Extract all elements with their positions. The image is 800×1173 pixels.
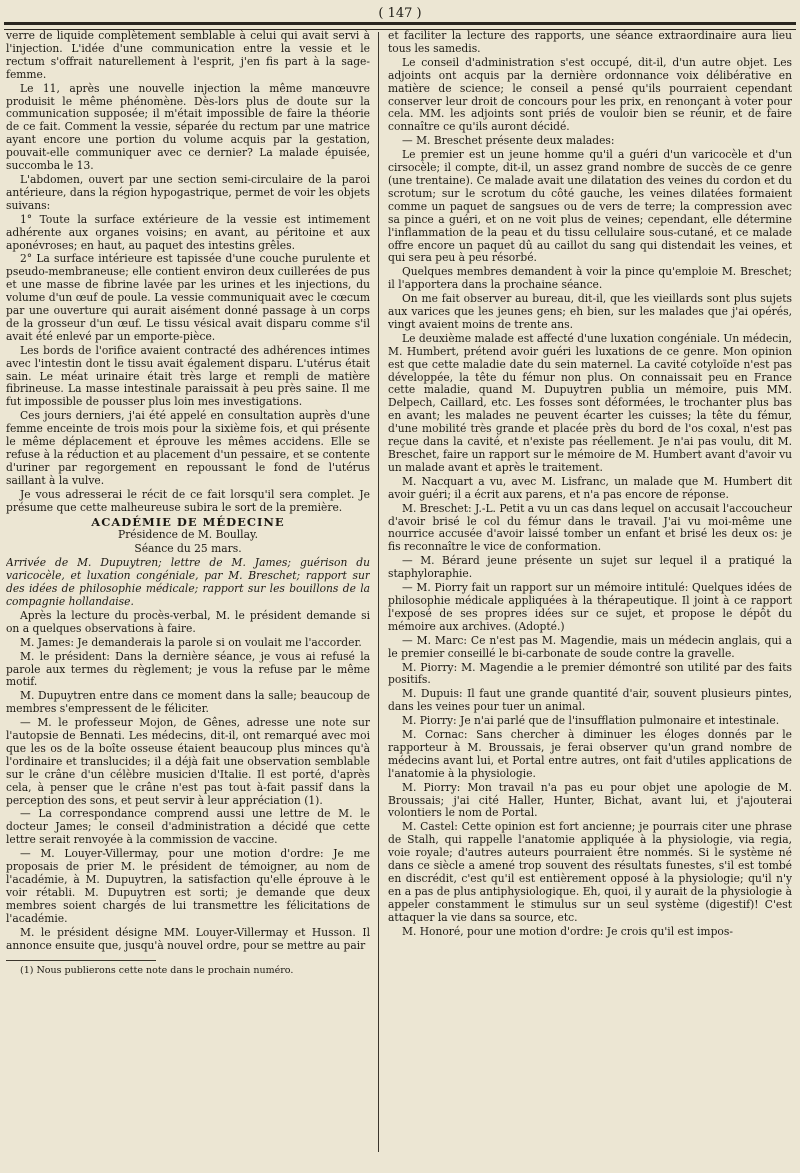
right-paragraph: M. Breschet: J.-L. Petit a vu un cas dans lequel on accusait l'accoucheur d'avoir brisé le col du fémur dans le travail. J'ai vu moi-même une nourrice accusée d'avoir laissé tomber un enfant et brisé les deux os: je fis reconnaître le vice de conformation. [388,501,792,554]
academy-paragraph: — M. Louyer-Villermay, pour une motion d'ordre: Je me proposais de prier M. le président de témoigner, au nom de l'académie, à M. Dupuytren, la satisfaction qu'elle éprouve à le voir rétabli. M. Dupuytren est sorti; je demande que deux membres soient chargés de lui transmettre les félicitations de l'académie. [6,847,370,925]
seance-date: Séance du 25 mars. [134,542,242,556]
column-divider [378,32,379,1152]
right-paragraph: Le conseil d'administration s'est occupé, dit-il, d'un autre objet. Les adjoints ont acquis par la dernière ordonnance voix délibérative en matière de science; le conseil a pensé qu'ils pourraient cependant conserver leur droit de concours pour les prix, en renonçant à voter pour cela. MM. les adjoints sont priés de vouloir bien se réunir, et de faire connaître ce qu'ils auront décidé. [388,55,792,134]
left-paragraph: L'abdomen, ouvert par une section semi-circulaire de la paroi antérieure, dans la région hypogastrique, permet de voir les objets suivans: [6,172,370,212]
left-paragraph: Je vous adresserai le récit de ce fait lorsqu'il sera complet. Je présume que cette malheureuse subira le sort de la première. [6,487,370,514]
left-column [6,30,370,1160]
right-paragraph: — M. Bérard jeune présente un sujet sur lequel il a pratiqué la staphyloraphie. [388,554,792,581]
right-column [388,30,792,1160]
academy-paragraph: — M. le professeur Mojon, de Gênes, adresse une note sur l'autopsie de Bennati. Les médecins, dit-il, ont remarqué avec moi que les os de la boîte osseuse étaient beaucoup plus minces qu'à l'ordinaire et translucides; il a déjà fait une observation semblable sur le crâne d'un célèbre musicien d'Italie. Il est porté, d'après cela, à penser que le crâne n'est pas tout à-fait passif dans la perception des sons, et peut servir à leur appréciation (1). [6,716,370,807]
academy-paragraph: M. Dupuytren entre dans ce moment dans la salle; beaucoup de membres s'empressent de le féliciter. [6,689,370,716]
right-paragraph: Quelques membres demandent à voir la pince qu'emploie M. Breschet; il l'apportera dans la prochaine séance. [388,265,792,292]
right-paragraph: M. Honoré, pour une motion d'ordre: Je crois qu'il est impos- [402,924,733,938]
right-paragraph: — M. Breschet présente deux malades: [402,134,615,148]
footnote-rule [6,960,156,961]
academy-paragraph: Après la lecture du procès-verbal, M. le président demande si on a quelques observations à faire. [6,608,370,635]
presidence-line: Présidence de M. Boullay. [118,528,258,542]
page-number: ( 147 ) [378,6,422,21]
right-paragraph: — M. Piorry fait un rapport sur un mémoire intitulé: Quelques idées de philosophie médicale appliquées à la thérapeutique. Il joint à ce rapport l'exposé de ses propres idées sur ce sujet, et propose le dépôt du mémoire aux archives. (Adopté.) [388,581,792,633]
left-paragraph: Le 11, après une nouvelle injection la même manœuvre produisit le même phénomène. Dès-lors plus de doute sur la communication supposée; il m'était impossible de faire la théorie de ce fait. Comment la vessie, séparée du rectum par une matrice ayant encore une portion du volume acquis par la gestation, pouvait-elle communiquer avec ce dernier? La malade épuisée, succomba le 13. [6,81,370,173]
right-paragraph: M. Castel: Cette opinion est fort ancienne; je pourrais citer une phrase de Stalh, qui rappelle l'anatomie appliquée à la physiologie, via regia, voie royale; d'autres auteurs pourraient être nommés. Si le système né dans ce siècle a amené trop souvent des résultats funestes, s'il est tombé en discrédit, c'est qu'il est entièrement opposé à la physiologie; qu'il n'y en a pas de plus antiphysiologique. Eh, quoi, il y aurait de la physiologie à appeler constamment le stimulus sur un seul système (digestif)! C'est attaquer la vie dans sa source, etc. [388,820,792,924]
right-paragraph: et faciliter la lecture des rapports, une séance extraordinaire aura lieu tous les samedis. [388,30,792,55]
header-rule [4,22,796,30]
section-heading: ACADÉMIE DE MÉDECINE [91,514,285,529]
right-paragraph: M. Dupuis: Il faut une grande quantité d'air, souvent plusieurs pintes, dans les veines pour tuer un animal. [388,687,792,714]
right-paragraph: Le deuxième malade est affecté d'une luxation congéniale. Un médecin, M. Humbert, prétend avoir guéri les luxations de ce genre. Mon opinion est que cette maladie date du sein maternel. La cavité cotyloïde n'est pas développée, la tête du fémur non plus. On connaissait peu en France cette maladie, quand M. Dupuytren publia un mémoire, puis MM. Delpech, Caillard, etc. Les fosses sont déformées, le trochanter plus bas en avant; les malades ne peuvent écarter les cuisses; la tête du fémur, d'une mobilité très grande et placée près du bord de l'os coxal, n'est pas reçue dans la cavité, et n'existe pas réellement. Je n'ai pas voulu, dit M. Breschet, faire un rapport sur le mémoire de M. Humbert avant d'avoir vu un malade avant et après le traitement. [388,331,792,474]
right-paragraph: Le premier est un jeune homme qu'il a guéri d'un varicocèle et d'un cirsocèle; il compte, dit-il, un assez grand nombre de succès de ce genre (une trentaine). Ce malade avait une dilatation des veines du cordon et du scrotum; sur le scrotum du côté gauche, les veines dilatées formaient comme un paquet de sangsues ou de vers de terre; la compression avec sa pince a guéri, et on ne voit plus de veines; cependant, elle détermine l'inflammation de la peau et du tissu cellulaire sous-cutané, et ce malade offre encore un paquet dû au caillot du sang qui distendait les veines, et qui sera peu à peu résorbé. [388,148,792,265]
left-paragraph: verre de liquide complètement semblable à celui qui avait servi à l'injection. L'idée d'une communication entre la vessie et le rectum s'offrait naturellement à l'esprit, j'en fis part à la sage-femme. [6,30,370,81]
right-paragraph: M. Nacquart a vu, avec M. Lisfranc, un malade que M. Humbert dit avoir guéri; il a écrit aux parens, et n'a pas encore de réponse. [388,474,792,501]
right-paragraph: M. Piorry: M. Magendie a le premier démontré son utilité par des faits positifs. [388,660,792,687]
right-paragraph: M. Piorry: Je n'ai parlé que de l'insufflation pulmonaire et intestinale. [402,714,780,728]
footnote: (1) Nous publierons cette note dans le prochain numéro. [20,965,294,977]
academy-paragraph: M. le président désigne MM. Louyer-Villermay et Husson. Il annonce ensuite que, jusqu'à nouvel ordre, pour se mettre au pair [6,925,370,952]
right-paragraph: — M. Marc: Ce n'est pas M. Magendie, mais un médecin anglais, qui a le premier conseillé le bi-carbonate de soude contre la gravelle. [388,633,792,660]
left-paragraph: Ces jours derniers, j'ai été appelé en consultation auprès d'une femme enceinte de trois mois pour la sixième fois, et qui présente le même déplacement et éprouve les mêmes accidens. Elle se refuse à la réduction et au placement d'un pessaire, et se contente d'uriner par regorgement en repoussant le fond de l'utérus saillant à la vulve. [6,409,370,487]
academy-paragraph: M. James: Je demanderais la parole si on voulait me l'accorder. [20,635,362,649]
left-paragraph: 1° Toute la surface extérieure de la vessie est intimement adhérente aux organes voisins; en avant, au péritoine et aux aponévroses; en haut, au paquet des intestins grêles. [6,212,370,252]
academy-paragraph: M. le président: Dans la dernière séance, je vous ai refusé la parole aux termes du règlement; je vous la refuse par le même motif. [6,649,370,689]
right-paragraph: M. Cornac: Sans chercher à diminuer les éloges donnés par le rapporteur à M. Broussais, je ferai observer qu'un grand nombre de médecins avant lui, et Portal entre autres, ont fait d'utiles applications de l'anatomie à la physiologie. [388,728,792,780]
left-paragraph: 2° La surface intérieure est tapissée d'une couche purulente et pseudo-membraneuse; elle contient environ deux cuillerées de pus et une masse de fibrine lavée par les urines et les injections, du volume d'un œuf de poule. La vessie communiquait avec le cœcum par une ouverture qui aurait aisément donné passage à un corps de la grosseur d'un œuf. Le tissu vésical avait disparu comme s'il avait été enlevé par un emporte-pièce. [6,252,370,343]
session-summary: Arrivée de M. Dupuytren; lettre de M. James; guérison du varicocèle, et luxation congéniale, par M. Breschet; rapport sur des idées de philosophie médicale; rapport sur les bouillons de la compagnie hollandaise. [6,556,370,608]
right-paragraph: M. Piorry: Mon travail n'a pas eu pour objet une apologie de M. Broussais; j'ai cité Haller, Hunter, Bichat, avant lui, et j'ajouterai volontiers le nom de Portal. [388,780,792,820]
left-paragraph: Les bords de l'orifice avaient contracté des adhérences intimes avec l'intestin dont le tissu avait également disparu. L'utérus était sain. Le méat urinaire était très large et rempli de matière fibrineuse. La masse intestinale paraissait à peu près saine. Il me fut impossible de pousser plus loin mes investigations. [6,343,370,409]
right-paragraph: On me fait observer au bureau, dit-il, que les vieillards sont plus sujets aux varices que les jeunes gens; eh bien, sur les malades que j'ai opérés, vingt avaient moins de trente ans. [388,292,792,331]
academy-paragraph: — La correspondance comprend aussi une lettre de M. le docteur James; le conseil d'administration a décidé que cette lettre serait renvoyée à la commission de vaccine. [6,807,370,847]
